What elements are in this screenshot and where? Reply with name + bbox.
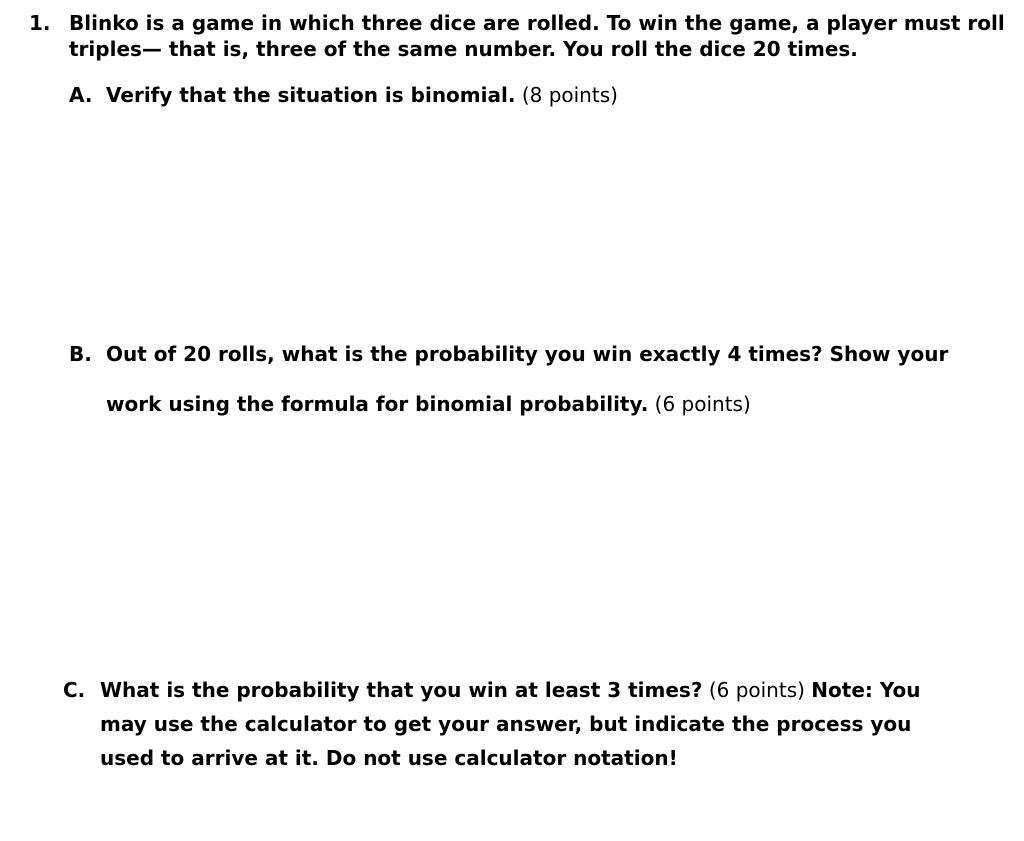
part-c-body (100, 673, 940, 775)
part-c-prompt: What is the probability that you win at least 3 times? (100, 678, 703, 702)
part-b-points: (6 points) (654, 392, 751, 416)
part-a-letter: A. (69, 83, 93, 107)
part-b-body (106, 329, 986, 429)
part-a-body (106, 81, 966, 109)
part-a-points: (8 points) (521, 83, 618, 107)
part-b-letter: B. (69, 342, 92, 366)
part-c-letter: C. (63, 678, 86, 702)
question-number: 1. (29, 11, 51, 35)
part-c-note: Note: You may use the calculator to get your answer, but indicate the process you used to arrive at it. Do not use calculator notation! (100, 678, 921, 770)
question-stem: Blinko is a game in which three dice are rolled. To win the game, a player must roll triples— that is, three of the same number. You roll the dice 20 times. (69, 11, 1005, 61)
part-c-points: (6 points) (708, 678, 805, 702)
part-b-prompt: Out of 20 rolls, what is the probability you win exactly 4 times? Show your work using the formula for binomial probability. (106, 342, 949, 416)
part-a-prompt: Verify that the situation is binomial. (106, 83, 516, 107)
